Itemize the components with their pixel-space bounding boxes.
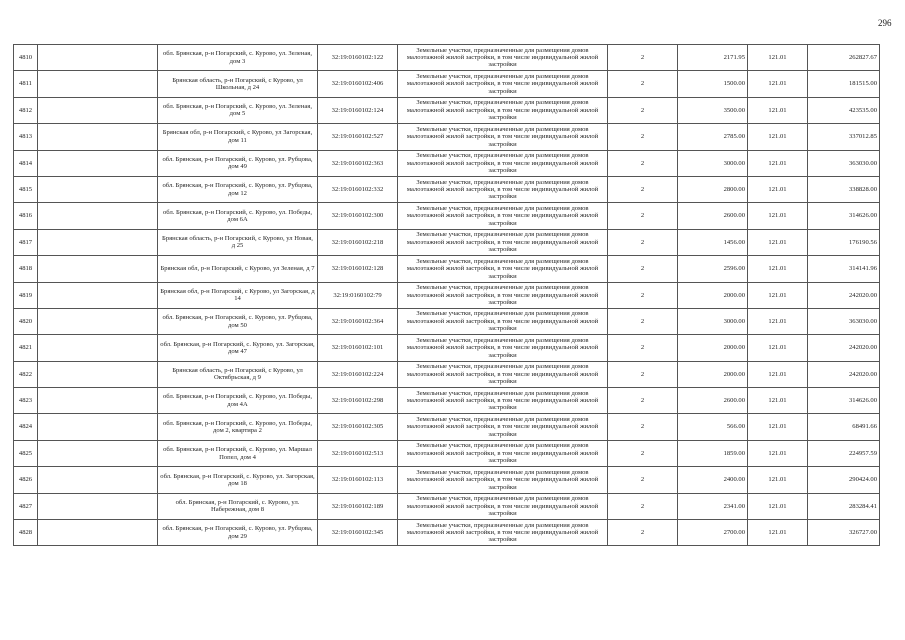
purpose-cell: Земельные участки, предназначенные для размещения домов малоэтажной жилой застройки, в том числе индивидуальной жилой застройки — [398, 308, 608, 334]
row-number: 4816 — [14, 203, 38, 229]
row-number: 4815 — [14, 176, 38, 202]
address-cell: обл. Брянская, р-н Погарский, с. Курово, ул. Загорская, дом 47 — [158, 335, 318, 361]
empty-cell — [38, 335, 158, 361]
area-cell: 2171.95 — [678, 45, 748, 71]
purpose-cell: Земельные участки, предназначенные для размещения домов малоэтажной жилой застройки, в том числе индивидуальной жилой застройки — [398, 388, 608, 414]
row-number: 4811 — [14, 71, 38, 97]
area-cell: 566.00 — [678, 414, 748, 440]
area-cell: 3000.00 — [678, 150, 748, 176]
table-row — [14, 361, 880, 387]
row-number: 4818 — [14, 256, 38, 282]
area-cell: 2400.00 — [678, 467, 748, 493]
cadastral-number-cell: 32:19:0160102:128 — [318, 256, 398, 282]
purpose-cell: Земельные участки, предназначенные для размещения домов малоэтажной жилой застройки, в том числе индивидуальной жилой застройки — [398, 282, 608, 308]
category-cell: 2 — [608, 335, 678, 361]
empty-cell — [38, 124, 158, 150]
category-cell: 2 — [608, 256, 678, 282]
category-cell: 2 — [608, 229, 678, 255]
cadastral-number-cell: 32:19:0160102:101 — [318, 335, 398, 361]
empty-cell — [38, 71, 158, 97]
row-number: 4824 — [14, 414, 38, 440]
cadastral-value-cell: 242020.00 — [808, 335, 880, 361]
area-cell: 3000.00 — [678, 308, 748, 334]
row-number: 4814 — [14, 150, 38, 176]
cadastral-number-cell: 32:19:0160102:332 — [318, 176, 398, 202]
area-cell: 2596.00 — [678, 256, 748, 282]
empty-cell — [38, 229, 158, 255]
area-cell: 2000.00 — [678, 361, 748, 387]
row-number: 4812 — [14, 97, 38, 123]
table-row — [14, 124, 880, 150]
category-cell: 2 — [608, 414, 678, 440]
category-cell: 2 — [608, 282, 678, 308]
empty-cell — [38, 45, 158, 71]
category-cell: 2 — [608, 440, 678, 466]
table-row — [14, 520, 880, 546]
address-cell: обл. Брянская, р-н Погарский, с. Курово, ул. Победы, дом 4А — [158, 388, 318, 414]
empty-cell — [38, 282, 158, 308]
row-number: 4822 — [14, 361, 38, 387]
category-cell: 2 — [608, 388, 678, 414]
address-cell: обл. Брянская, р-н Погарский, с. Курово, ул. Загорская, дом 18 — [158, 467, 318, 493]
category-cell: 2 — [608, 493, 678, 519]
table-body — [14, 45, 880, 546]
table-row — [14, 229, 880, 255]
rate-cell: 121.01 — [748, 493, 808, 519]
cadastral-value-cell: 181515.00 — [808, 71, 880, 97]
empty-cell — [38, 493, 158, 519]
area-cell: 1500.00 — [678, 71, 748, 97]
address-cell: обл. Брянская, р-н Погарский, с. Курово, ул. Победы, дом 2, квартира 2 — [158, 414, 318, 440]
cadastral-value-cell: 423535.00 — [808, 97, 880, 123]
category-cell: 2 — [608, 71, 678, 97]
area-cell: 2800.00 — [678, 176, 748, 202]
row-number: 4810 — [14, 45, 38, 71]
purpose-cell: Земельные участки, предназначенные для размещения домов малоэтажной жилой застройки, в том числе индивидуальной жилой застройки — [398, 229, 608, 255]
empty-cell — [38, 440, 158, 466]
address-cell: обл. Брянская, р-н Погарский, с. Курово, ул. Рубцова, дом 50 — [158, 308, 318, 334]
cadastral-value-cell: 242020.00 — [808, 361, 880, 387]
empty-cell — [38, 388, 158, 414]
rate-cell: 121.01 — [748, 71, 808, 97]
category-cell: 2 — [608, 124, 678, 150]
empty-cell — [38, 176, 158, 202]
area-cell: 2341.00 — [678, 493, 748, 519]
table-row — [14, 335, 880, 361]
address-cell: Брянская обл, р-н Погарский, с Курово, ул Загорская, д 14 — [158, 282, 318, 308]
rate-cell: 121.01 — [748, 335, 808, 361]
cadastral-number-cell: 32:19:0160102:113 — [318, 467, 398, 493]
cadastral-number-cell: 32:19:0160102:298 — [318, 388, 398, 414]
area-cell: 2600.00 — [678, 203, 748, 229]
land-plot-table — [13, 44, 880, 546]
table-row — [14, 256, 880, 282]
purpose-cell: Земельные участки, предназначенные для размещения домов малоэтажной жилой застройки, в том числе индивидуальной жилой застройки — [398, 124, 608, 150]
row-number: 4820 — [14, 308, 38, 334]
purpose-cell: Земельные участки, предназначенные для размещения домов малоэтажной жилой застройки, в том числе индивидуальной жилой застройки — [398, 256, 608, 282]
table-row — [14, 388, 880, 414]
table-row — [14, 176, 880, 202]
area-cell: 2785.00 — [678, 124, 748, 150]
purpose-cell: Земельные участки, предназначенные для размещения домов малоэтажной жилой застройки, в том числе индивидуальной жилой застройки — [398, 361, 608, 387]
cadastral-value-cell: 242020.00 — [808, 282, 880, 308]
rate-cell: 121.01 — [748, 229, 808, 255]
address-cell: обл. Брянская, р-н Погарский, с. Курово, ул. Победы, дом 6А — [158, 203, 318, 229]
rate-cell: 121.01 — [748, 203, 808, 229]
table-row — [14, 71, 880, 97]
rate-cell: 121.01 — [748, 388, 808, 414]
rate-cell: 121.01 — [748, 520, 808, 546]
area-cell: 1456.00 — [678, 229, 748, 255]
area-cell: 2600.00 — [678, 388, 748, 414]
purpose-cell: Земельные участки, предназначенные для размещения домов малоэтажной жилой застройки, в том числе индивидуальной жилой застройки — [398, 71, 608, 97]
address-cell: обл. Брянская, р-н Погарский, с. Курово, ул. Маршал Попел, дом 4 — [158, 440, 318, 466]
empty-cell — [38, 520, 158, 546]
purpose-cell: Земельные участки, предназначенные для размещения домов малоэтажной жилой застройки, в том числе индивидуальной жилой застройки — [398, 440, 608, 466]
cadastral-number-cell: 32:19:0160102:305 — [318, 414, 398, 440]
cadastral-value-cell: 337012.85 — [808, 124, 880, 150]
cadastral-number-cell: 32:19:0160102:79 — [318, 282, 398, 308]
cadastral-number-cell: 32:19:0160102:122 — [318, 45, 398, 71]
rate-cell: 121.01 — [748, 45, 808, 71]
cadastral-value-cell: 290424.00 — [808, 467, 880, 493]
address-cell: обл. Брянская, р-н Погарский, с. Курово, ул. Зеленая, дом 3 — [158, 45, 318, 71]
cadastral-value-cell: 176190.56 — [808, 229, 880, 255]
cadastral-number-cell: 32:19:0160102:527 — [318, 124, 398, 150]
category-cell: 2 — [608, 361, 678, 387]
cadastral-value-cell: 314141.96 — [808, 256, 880, 282]
purpose-cell: Земельные участки, предназначенные для размещения домов малоэтажной жилой застройки, в том числе индивидуальной жилой застройки — [398, 493, 608, 519]
table-row — [14, 493, 880, 519]
empty-cell — [38, 203, 158, 229]
rate-cell: 121.01 — [748, 308, 808, 334]
area-cell: 2000.00 — [678, 335, 748, 361]
cadastral-value-cell: 68491.66 — [808, 414, 880, 440]
purpose-cell: Земельные участки, предназначенные для размещения домов малоэтажной жилой застройки, в том числе индивидуальной жилой застройки — [398, 335, 608, 361]
purpose-cell: Земельные участки, предназначенные для размещения домов малоэтажной жилой застройки, в том числе индивидуальной жилой застройки — [398, 467, 608, 493]
empty-cell — [38, 256, 158, 282]
category-cell: 2 — [608, 203, 678, 229]
row-number: 4823 — [14, 388, 38, 414]
address-cell: Брянская обл, р-н Погарский, с Курово, ул Зеленая, д 7 — [158, 256, 318, 282]
table-row — [14, 45, 880, 71]
category-cell: 2 — [608, 97, 678, 123]
rate-cell: 121.01 — [748, 97, 808, 123]
cadastral-value-cell: 224957.59 — [808, 440, 880, 466]
area-cell: 2000.00 — [678, 282, 748, 308]
cadastral-number-cell: 32:19:0160102:363 — [318, 150, 398, 176]
table-row — [14, 97, 880, 123]
purpose-cell: Земельные участки, предназначенные для размещения домов малоэтажной жилой застройки, в том числе индивидуальной жилой застройки — [398, 414, 608, 440]
address-cell: обл. Брянская, р-н Погарский, с. Курово, ул. Зеленая, дом 5 — [158, 97, 318, 123]
category-cell: 2 — [608, 520, 678, 546]
cadastral-number-cell: 32:19:0160102:124 — [318, 97, 398, 123]
address-cell: Брянская обл, р-н Погарский, с Курово, ул Загорская, дом 11 — [158, 124, 318, 150]
rate-cell: 121.01 — [748, 361, 808, 387]
category-cell: 2 — [608, 176, 678, 202]
address-cell: обл. Брянская, р-н Погарский, с. Курово, ул. Рубцова, дом 12 — [158, 176, 318, 202]
purpose-cell: Земельные участки, предназначенные для размещения домов малоэтажной жилой застройки, в том числе индивидуальной жилой застройки — [398, 203, 608, 229]
rate-cell: 121.01 — [748, 440, 808, 466]
cadastral-number-cell: 32:19:0160102:406 — [318, 71, 398, 97]
cadastral-number-cell: 32:19:0160102:300 — [318, 203, 398, 229]
purpose-cell: Земельные участки, предназначенные для размещения домов малоэтажной жилой застройки, в том числе индивидуальной жилой застройки — [398, 176, 608, 202]
rate-cell: 121.01 — [748, 282, 808, 308]
address-cell: Брянская область, р-н Погарский, с Курово, ул Школьная, д 24 — [158, 71, 318, 97]
cadastral-value-cell: 338828.00 — [808, 176, 880, 202]
cadastral-value-cell: 314626.00 — [808, 203, 880, 229]
row-number: 4828 — [14, 520, 38, 546]
purpose-cell: Земельные участки, предназначенные для размещения домов малоэтажной жилой застройки, в том числе индивидуальной жилой застройки — [398, 150, 608, 176]
empty-cell — [38, 308, 158, 334]
cadastral-value-cell: 262827.67 — [808, 45, 880, 71]
row-number: 4817 — [14, 229, 38, 255]
row-number: 4826 — [14, 467, 38, 493]
empty-cell — [38, 361, 158, 387]
category-cell: 2 — [608, 150, 678, 176]
address-cell: Брянская область, р-н Погарский, с Курово, ул Октябрьская, д 9 — [158, 361, 318, 387]
purpose-cell: Земельные участки, предназначенные для размещения домов малоэтажной жилой застройки, в том числе индивидуальной жилой застройки — [398, 45, 608, 71]
cadastral-number-cell: 32:19:0160102:513 — [318, 440, 398, 466]
row-number: 4827 — [14, 493, 38, 519]
category-cell: 2 — [608, 467, 678, 493]
cadastral-value-cell: 363030.00 — [808, 308, 880, 334]
table-row — [14, 440, 880, 466]
purpose-cell: Земельные участки, предназначенные для размещения домов малоэтажной жилой застройки, в том числе индивидуальной жилой застройки — [398, 97, 608, 123]
cadastral-value-cell: 326727.00 — [808, 520, 880, 546]
cadastral-value-cell: 283284.41 — [808, 493, 880, 519]
row-number: 4819 — [14, 282, 38, 308]
category-cell: 2 — [608, 45, 678, 71]
table-row — [14, 150, 880, 176]
address-cell: обл. Брянская, р-н Погарский, с. Курово, ул. Набережная, дом 8 — [158, 493, 318, 519]
area-cell: 1859.00 — [678, 440, 748, 466]
address-cell: обл. Брянская, р-н Погарский, с. Курово, ул. Рубцова, дом 29 — [158, 520, 318, 546]
area-cell: 2700.00 — [678, 520, 748, 546]
table-row — [14, 414, 880, 440]
empty-cell — [38, 150, 158, 176]
cadastral-number-cell: 32:19:0160102:364 — [318, 308, 398, 334]
area-cell: 3500.00 — [678, 97, 748, 123]
rate-cell: 121.01 — [748, 414, 808, 440]
cadastral-value-cell: 363030.00 — [808, 150, 880, 176]
cadastral-number-cell: 32:19:0160102:224 — [318, 361, 398, 387]
rate-cell: 121.01 — [748, 176, 808, 202]
address-cell: обл. Брянская, р-н Погарский, с. Курово, ул. Рубцова, дом 49 — [158, 150, 318, 176]
cadastral-number-cell: 32:19:0160102:218 — [318, 229, 398, 255]
table-row — [14, 203, 880, 229]
category-cell: 2 — [608, 308, 678, 334]
page-number: 296 — [878, 18, 892, 28]
address-cell: Брянская область, р-н Погарский, с Курово, ул Новая, д 25 — [158, 229, 318, 255]
table-row — [14, 282, 880, 308]
row-number: 4825 — [14, 440, 38, 466]
rate-cell: 121.01 — [748, 150, 808, 176]
row-number: 4821 — [14, 335, 38, 361]
cadastral-number-cell: 32:19:0160102:345 — [318, 520, 398, 546]
table-row — [14, 467, 880, 493]
empty-cell — [38, 414, 158, 440]
purpose-cell: Земельные участки, предназначенные для размещения домов малоэтажной жилой застройки, в том числе индивидуальной жилой застройки — [398, 520, 608, 546]
empty-cell — [38, 467, 158, 493]
empty-cell — [38, 97, 158, 123]
cadastral-value-cell: 314626.00 — [808, 388, 880, 414]
rate-cell: 121.01 — [748, 467, 808, 493]
rate-cell: 121.01 — [748, 256, 808, 282]
table-row — [14, 308, 880, 334]
cadastral-number-cell: 32:19:0160102:189 — [318, 493, 398, 519]
rate-cell: 121.01 — [748, 124, 808, 150]
row-number: 4813 — [14, 124, 38, 150]
